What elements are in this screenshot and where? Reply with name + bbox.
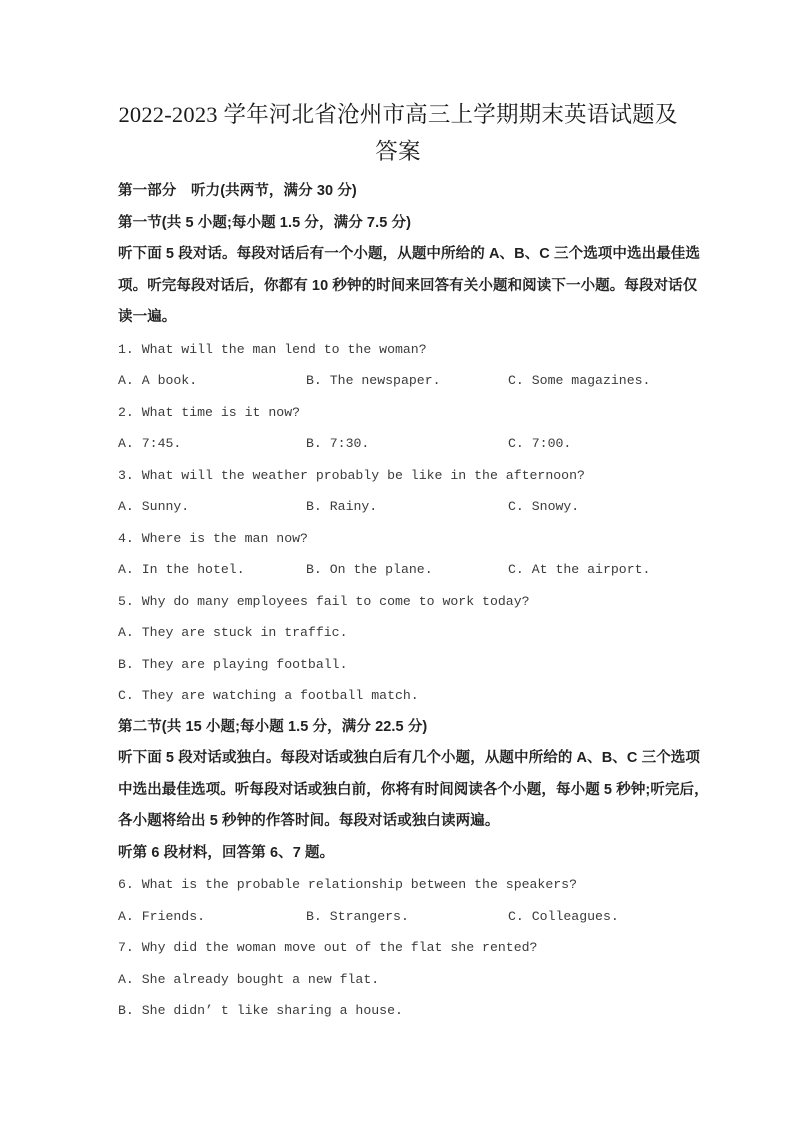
question-stem: 5. Why do many employees fail to come to work today? [118,593,530,609]
question-stem: 6. What is the probable relationship between the speakers? [118,877,577,892]
section-one-instructions [118,239,700,334]
option-b[interactable]: B. Rainy. [306,499,378,514]
question-stem: 7. Why did the woman move out of the flat she rented? [118,940,538,955]
instruction-line: 读一遍。 [118,309,177,325]
material-heading: 听第 6 段材料，回答第 6、7 题。 [118,844,335,861]
option-c[interactable]: C. Snowy. [508,499,580,514]
option-a[interactable]: A. She already bought a new flat. [118,971,380,987]
option-b[interactable]: B. She didn’ t like sharing a house. [118,1003,403,1018]
page-content [118,0,709,1027]
option-b[interactable]: B. The newspaper. [306,373,441,388]
option-c[interactable]: C. Colleagues. [508,908,619,924]
option-c[interactable]: C. They are watching a football match. [118,688,419,703]
question-options [118,491,678,523]
instruction-line: 听下面 5 段对话或独白。每段对话或独白后有几个小题，从题中所给的 A、B、C 三个选项 [118,750,700,766]
option-b[interactable]: B. Strangers. [306,908,409,924]
question-options [118,365,678,397]
page-title: 2022-2023 学年河北省沧州市高三上学期期末英语试题及答案 [118,102,678,164]
question-stem: 2. What time is it now? [118,404,301,420]
option-c[interactable]: C. 7:00. [508,436,572,451]
option-a[interactable]: A. They are stuck in traffic. [118,625,348,640]
option-a[interactable]: A. Friends. [118,908,206,924]
instruction-line: 项。听完每段对话后，你都有 10 秒钟的时间来回答有关小题和阅读下一小题。每段对话仅 [118,277,698,294]
option-c[interactable]: C. Some magazines. [508,373,651,388]
option-b[interactable]: B. They are playing football. [118,656,348,672]
question-stem: 1. What will the man lend to the woman? [118,341,427,357]
option-b[interactable]: B. 7:30. [306,436,370,451]
section-one-heading: 第一节(共 5 小题;每小题 1.5 分，满分 7.5 分) [118,214,412,231]
section-two-heading: 第二节(共 15 小题;每小题 1.5 分，满分 22.5 分) [118,718,428,735]
question-stem: 4. Where is the man now? [118,530,308,546]
instruction-line: 中选出最佳选项。听每段对话或独白前，你将有时间阅读各个小题，每小题 5 秒钟;听完后， [118,781,709,798]
option-a[interactable]: A. In the hotel. [118,562,245,577]
question-options [118,554,678,586]
option-c[interactable]: C. At the airport. [508,562,651,577]
part-one-heading: 第一部分 听力(共两节，满分 30 分) [118,183,357,199]
option-b[interactable]: B. On the plane. [306,562,433,577]
question-stem: 3. What will the weather probably be like in the afternoon? [118,467,585,483]
instruction-line: 听下面 5 段对话。每段对话后有一个小题，从题中所给的 A、B、C 三个选项中选出最佳选 [118,246,700,262]
option-a[interactable]: A. 7:45. [118,436,182,451]
question-options [118,901,678,933]
instruction-line: 各小题将给出 5 秒钟的作答时间。每段对话或独白读两遍。 [118,813,500,829]
option-a[interactable]: A. Sunny. [118,499,190,514]
question-options [118,428,678,460]
section-two-instructions [118,743,709,838]
option-a[interactable]: A. A book. [118,373,198,388]
